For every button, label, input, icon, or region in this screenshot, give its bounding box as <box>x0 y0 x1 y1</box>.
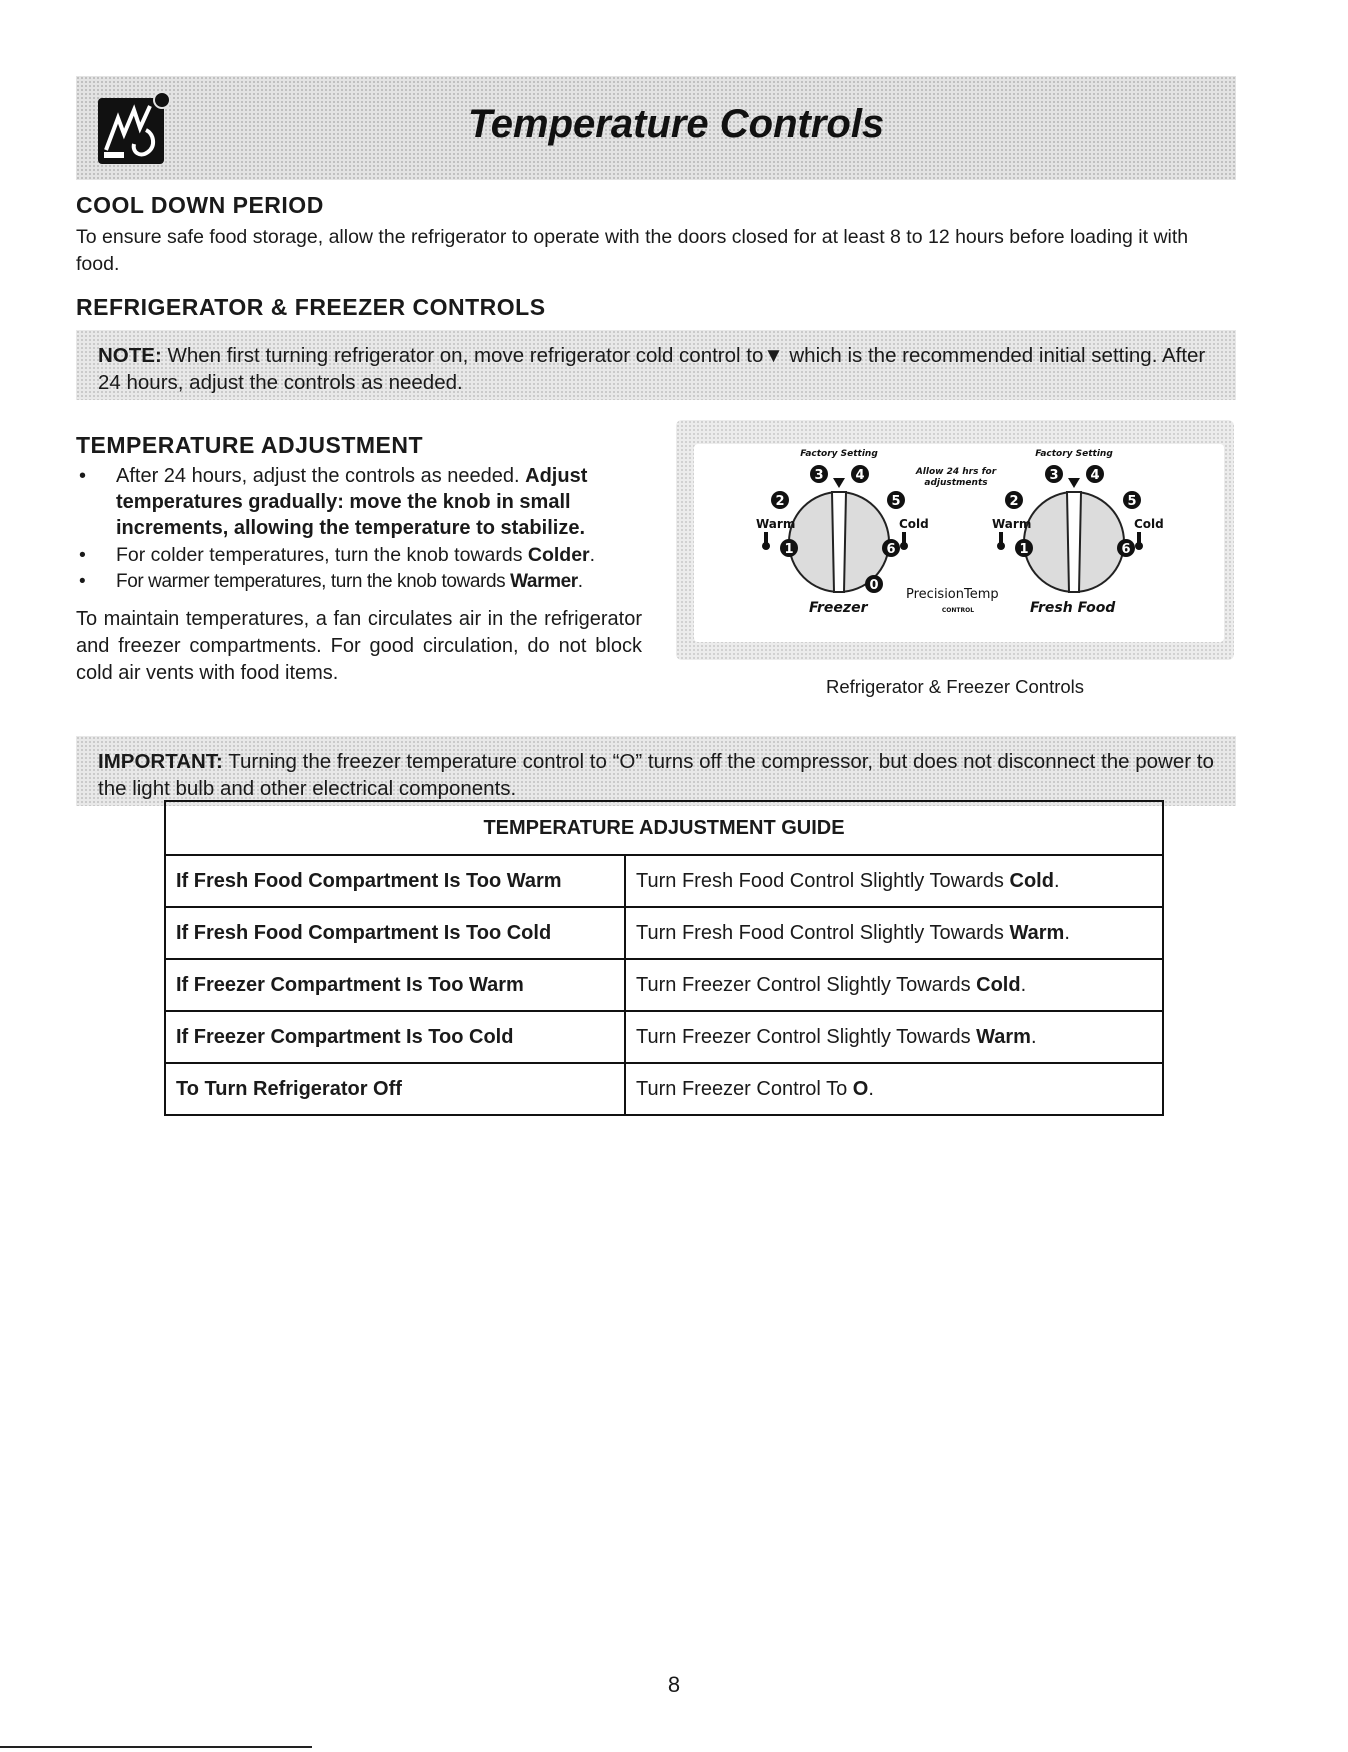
page-number: 8 <box>667 1672 681 1697</box>
header-band <box>76 76 1236 180</box>
fresh-setting-2: 2 <box>1009 494 1019 509</box>
guide-action: Turn Fresh Food Control Slightly Towards Cold. <box>625 855 1163 907</box>
table-row <box>165 855 1163 907</box>
maintain-text: To maintain temperatures, a fan circulates air in the refrigerator and freezer compartments. For good circulation, do not block cold air vents with food items. <box>76 608 642 684</box>
list-item <box>76 463 656 541</box>
down-triangle-icon: ▼ <box>763 344 784 367</box>
guide-condition: If Freezer Compartment Is Too Cold <box>165 1011 625 1063</box>
control-panel <box>694 444 1224 642</box>
adjustments-label: adjustments <box>924 478 988 488</box>
guide-action: Turn Fresh Food Control Slightly Towards Warm. <box>625 907 1163 959</box>
table-row <box>165 959 1163 1011</box>
bottom-rule <box>0 1746 312 1748</box>
guide-condition: If Fresh Food Compartment Is Too Warm <box>165 855 625 907</box>
fresh-setting-1: 1 <box>1019 542 1029 557</box>
guide-action: Turn Freezer Control Slightly Towards Warm. <box>625 1011 1163 1063</box>
temperature-guide-table <box>164 800 1164 1116</box>
fresh-setting-4: 4 <box>1090 468 1100 483</box>
factory-setting-marker <box>833 478 845 488</box>
table-row <box>165 1011 1163 1063</box>
fresh-cold-label: Cold <box>1134 517 1164 531</box>
freezer-label: Freezer <box>809 600 868 616</box>
freezer-dial <box>789 478 889 592</box>
cool-down-text: To ensure safe food storage, allow the refrigerator to operate with the doors closed for at least 8 to 12 hours before loading it with food. <box>76 226 1189 275</box>
bullet3-end: . <box>577 571 583 592</box>
table-row <box>165 1063 1163 1115</box>
controls-heading: REFRIGERATOR & FREEZER CONTROLS <box>76 294 546 320</box>
note-label: NOTE: <box>98 344 162 367</box>
freezer-setting-0: 0 <box>869 578 879 593</box>
guide-title: TEMPERATURE ADJUSTMENT GUIDE <box>165 801 1163 855</box>
guide-action: Turn Freezer Control To O. <box>625 1063 1163 1115</box>
freezer-factory-setting-label: Factory Setting <box>800 449 878 459</box>
guide-condition: To Turn Refrigerator Off <box>165 1063 625 1115</box>
important-box <box>76 736 1236 806</box>
precisiontemp-logo: PrecisionTemp <box>906 587 999 602</box>
note-box <box>76 330 1236 400</box>
list-item <box>76 569 656 595</box>
bullet1-text: After 24 hours, adjust the controls as needed. <box>116 465 526 487</box>
adjustment-heading: TEMPERATURE ADJUSTMENT <box>76 432 424 458</box>
page-title: Temperature Controls <box>467 102 885 146</box>
freezer-setting-5: 5 <box>891 494 901 509</box>
freezer-cold-label: Cold <box>899 517 929 531</box>
freezer-setting-4: 4 <box>855 468 865 483</box>
control-logo-label: CONTROL <box>941 607 975 614</box>
fresh-factory-setting-label: Factory Setting <box>1035 449 1113 459</box>
bullet2-bold: Colder <box>527 544 590 566</box>
note-text-before: When first turning refrigerator on, move refrigerator cold control to <box>161 344 764 367</box>
freezer-setting-2: 2 <box>775 494 785 509</box>
note-text-after: which is the recommended initial setting. After 24 hours, adjust the controls as needed. <box>98 344 1206 394</box>
diagram-caption: Refrigerator & Freezer Controls <box>825 676 1085 697</box>
fresh-setting-5: 5 <box>1127 494 1137 509</box>
bullet2-end: . <box>589 544 596 566</box>
cool-down-heading: COOL DOWN PERIOD <box>76 192 324 218</box>
bullet1-bold: Adjust temperatures gradually: move the knob in small increments, allowing the temperature to stabilize. <box>116 465 588 539</box>
freezer-setting-1: 1 <box>784 542 794 557</box>
fresh-warm-label: Warm <box>992 517 1032 531</box>
guide-condition: If Freezer Compartment Is Too Warm <box>165 959 625 1011</box>
fresh-food-dial <box>1024 478 1124 592</box>
fresh-food-label: Fresh Food <box>1030 600 1116 616</box>
freezer-warm-label: Warm <box>756 517 796 531</box>
freezer-setting-3: 3 <box>814 468 824 483</box>
controls-diagram <box>676 420 1234 660</box>
important-text: Turning the freezer temperature control to “O” turns off the compressor, but does not disconnect the power to the light bulb and other electrical components. <box>98 750 1214 800</box>
factory-setting-marker <box>1068 478 1080 488</box>
bullet3-bold: Warmer <box>510 571 578 592</box>
fresh-setting-3: 3 <box>1049 468 1059 483</box>
guide-action: Turn Freezer Control Slightly Towards Cold. <box>625 959 1163 1011</box>
important-label: IMPORTANT: <box>98 750 223 773</box>
bullet3-text: For warmer temperatures, turn the knob towards <box>116 571 511 592</box>
fresh-setting-6: 6 <box>1121 542 1131 557</box>
allow-24-hrs-label: Allow 24 hrs for <box>915 467 997 477</box>
guide-condition: If Fresh Food Compartment Is Too Cold <box>165 907 625 959</box>
freezer-setting-6: 6 <box>886 542 896 557</box>
bullet2-text: For colder temperatures, turn the knob towards <box>116 544 528 566</box>
list-item <box>76 542 656 568</box>
adjustment-list <box>76 463 656 596</box>
control-panel-illustration <box>694 444 1224 642</box>
table-row <box>165 907 1163 959</box>
